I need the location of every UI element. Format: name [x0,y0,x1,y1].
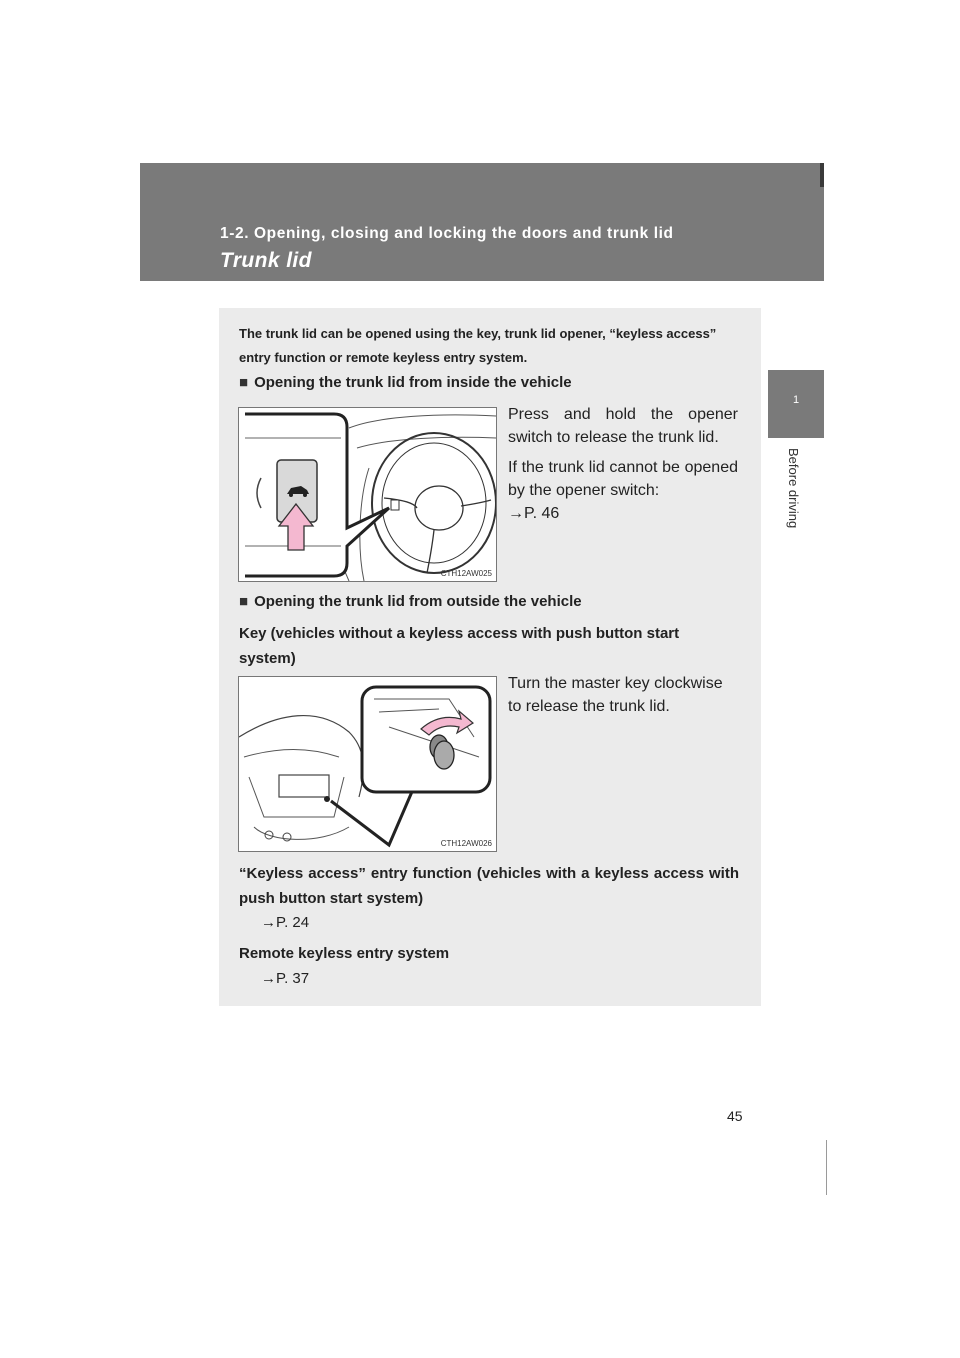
section-title: 1-2. Opening, closing and locking the doors and trunk lid [220,225,674,242]
heading-outside [239,593,582,610]
inside-fallback-text: If the trunk lid cannot be opened by the opener switch: [508,459,738,499]
bullet-square-icon: ■ [239,593,249,610]
chapter-label: Before driving [786,448,801,529]
margin-rule [826,1140,827,1195]
content-panel [219,308,761,1006]
trunk-key-illustration [239,677,496,851]
figure-code: CTH12AW025 [440,569,492,578]
figure-code: CTH12AW026 [440,839,492,848]
figure-master-key [238,676,497,852]
header-corner-mark [820,163,824,187]
chapter-label-container [767,448,823,568]
chapter-number: 1 [792,394,800,406]
figure-opener-switch [238,407,497,582]
opener-switch-illustration [239,408,496,581]
heading-outside-text: Opening the trunk lid from outside the vehicle [254,593,582,610]
heading-inside [239,374,572,391]
intro-text: The trunk lid can be opened using the key, trunk lid opener, “keyless access” entry function or remote keyless entry system. [239,326,717,365]
key-heading: Key (vehicles without a keyless access with push button start system) [239,625,680,667]
key-instruction: Turn the master key clockwise to release the trunk lid. [508,675,723,715]
heading-inside-text: Opening the trunk lid from inside the vehicle [254,374,572,391]
remote-heading: Remote keyless entry system [239,945,450,962]
bullet-square-icon: ■ [239,374,249,391]
inside-instruction: Press and hold the opener switch to release the trunk lid. [508,406,738,446]
page-number: 45 [727,1108,743,1124]
keyless-page-reference[interactable]: →P. 24 [261,914,310,931]
remote-page-reference[interactable]: →P. 37 [261,970,310,987]
chapter-tab [768,370,824,438]
inside-page-reference[interactable]: →P. 46 [508,505,560,522]
keyless-heading: “Keyless access” entry function (vehicles with a keyless access with push button start system) [239,865,739,907]
chapter-header [140,163,824,281]
page-title: Trunk lid [220,249,312,272]
